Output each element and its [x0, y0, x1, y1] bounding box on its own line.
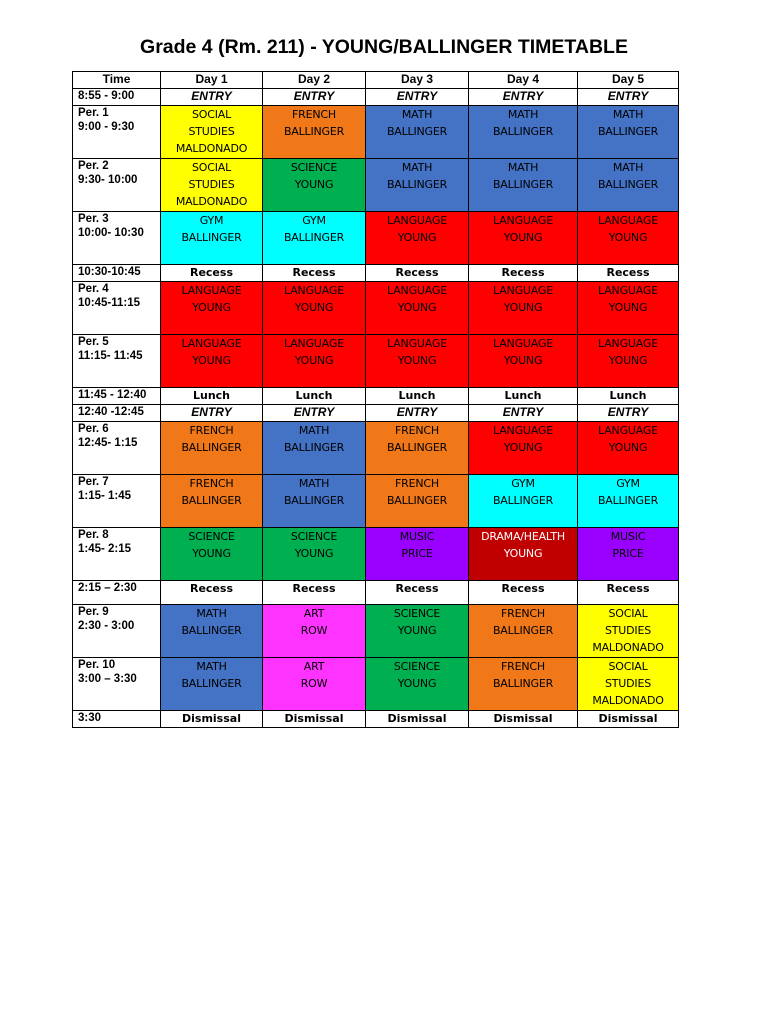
subject-name: MATH: [298, 477, 330, 490]
subject-name: Lunch: [504, 389, 542, 402]
time-label: 3:30: [78, 712, 102, 724]
subject-cell: [161, 282, 263, 335]
time-cell: [73, 581, 161, 605]
break-cell: [161, 388, 263, 405]
header-day-4: Day 4: [469, 72, 578, 89]
subject-name: LANGUAGE: [181, 284, 242, 297]
teacher-name: YOUNG: [397, 231, 437, 244]
time-cell: [73, 528, 161, 581]
subject-cell: [161, 605, 263, 658]
subject-name: LANGUAGE: [493, 337, 553, 350]
timetable: [72, 71, 679, 728]
break-cell: [263, 711, 366, 728]
time-label: 10:30-10:45: [78, 266, 141, 278]
time-label: Per. 6: [78, 423, 109, 435]
time-cell: [73, 388, 161, 405]
entry-cell: [161, 89, 263, 106]
subject-cell: [578, 212, 679, 265]
subject-cell: [469, 658, 578, 711]
teacher-name: BALLINGER: [283, 494, 345, 507]
subject-name: SOCIAL: [608, 660, 648, 673]
subject-cell: [366, 475, 469, 528]
entry-cell: [161, 405, 263, 422]
subject-name: ART: [303, 607, 325, 620]
subject-name: SCIENCE: [393, 660, 441, 673]
subject-cell: [469, 605, 578, 658]
subject-name: MATH: [612, 161, 644, 174]
teacher-name: BALLINGER: [283, 231, 345, 244]
header-day-5: Day 5: [578, 72, 679, 89]
time-label: 12:45- 1:15: [78, 437, 138, 449]
subject-name: SOCIAL: [608, 607, 648, 620]
teacher-name: BALLINGER: [386, 494, 448, 507]
teacher-name: BALLINGER: [492, 178, 554, 191]
subject-name: ENTRY: [293, 405, 335, 419]
subject-cell: [263, 528, 366, 581]
table-row: [73, 212, 679, 265]
time-label: Per. 1: [78, 107, 109, 119]
time-label: Per. 9: [78, 606, 109, 618]
teacher-name: PRICE: [401, 547, 433, 560]
time-cell: [73, 265, 161, 282]
break-cell: [469, 581, 578, 605]
teacher-name: BALLINGER: [492, 494, 554, 507]
subject-name: Recess: [501, 266, 545, 279]
header-day-2: Day 2: [263, 72, 366, 89]
entry-cell: [366, 405, 469, 422]
time-cell: [73, 422, 161, 475]
time-label: 9:00 - 9:30: [78, 121, 135, 133]
time-label: 3:00 – 3:30: [78, 673, 137, 685]
subject-cell: [263, 106, 366, 159]
teacher-name: ROW: [300, 677, 328, 690]
subject-name: SCIENCE: [290, 161, 338, 174]
teacher-name: YOUNG: [397, 301, 437, 314]
time-cell: [73, 711, 161, 728]
subject-cell: [161, 159, 263, 212]
teacher-name: YOUNG: [608, 441, 648, 454]
table-row: [73, 89, 679, 106]
subject-cell: [161, 475, 263, 528]
time-label: 2:30 - 3:00: [78, 620, 135, 632]
subject-name: Dismissal: [182, 712, 241, 725]
entry-cell: [469, 89, 578, 106]
teacher-name: BALLINGER: [181, 677, 242, 690]
teacher-name: YOUNG: [503, 231, 543, 244]
subject-cell: [161, 212, 263, 265]
time-label: Per. 8: [78, 529, 109, 541]
subject-name: LANGUAGE: [181, 337, 242, 350]
time-cell: [73, 475, 161, 528]
break-cell: [366, 388, 469, 405]
subject-name: MATH: [401, 161, 433, 174]
time-label: Per. 5: [78, 336, 109, 348]
subject-name: LANGUAGE: [387, 214, 447, 227]
subject-cell: [366, 212, 469, 265]
subject-name: FRENCH: [189, 477, 234, 490]
subject-name: DRAMA/HEALTH: [481, 530, 565, 543]
subject-name: SOCIAL: [191, 108, 232, 121]
header-day-3: Day 3: [366, 72, 469, 89]
subject-cell: [263, 475, 366, 528]
time-label: 11:45 - 12:40: [78, 389, 147, 401]
subject-name: Lunch: [398, 389, 436, 402]
break-cell: [578, 711, 679, 728]
subject-name: Recess: [189, 266, 233, 279]
break-cell: [578, 265, 679, 282]
time-label: Per. 10: [78, 659, 116, 671]
subject-name: LANGUAGE: [284, 337, 344, 350]
subject-cell: [469, 475, 578, 528]
subject-name: MATH: [298, 424, 330, 437]
subject-name: SCIENCE: [188, 530, 235, 543]
subject-name: FRENCH: [501, 607, 545, 620]
subject-cell: [161, 106, 263, 159]
teacher-name: YOUNG: [397, 354, 437, 367]
subject-name: MATH: [196, 660, 227, 673]
teacher-name: YOUNG: [397, 624, 437, 637]
table-row: [73, 282, 679, 335]
subject-name: MATH: [196, 607, 227, 620]
time-label: 8:55 - 9:00: [78, 90, 135, 102]
subject-name: Lunch: [295, 389, 333, 402]
subject-name: LANGUAGE: [493, 214, 553, 227]
header-time: Time: [73, 72, 161, 89]
subject-cell: [469, 335, 578, 388]
teacher-name: YOUNG: [192, 354, 231, 367]
teacher-name: STUDIES: [188, 125, 235, 138]
table-row: [73, 658, 679, 711]
subject-cell: [578, 159, 679, 212]
timetable-body: [73, 89, 679, 728]
subject-cell: [161, 335, 263, 388]
teacher-name: STUDIES: [188, 178, 235, 191]
subject-cell: [469, 282, 578, 335]
teacher-name: YOUNG: [294, 301, 334, 314]
break-cell: [366, 581, 469, 605]
entry-cell: [263, 89, 366, 106]
subject-cell: [263, 282, 366, 335]
subject-cell: [161, 528, 263, 581]
teacher-name: YOUNG: [503, 441, 543, 454]
time-label: 10:45-11:15: [78, 297, 141, 309]
table-row: [73, 265, 679, 282]
subject-name: ENTRY: [607, 405, 649, 419]
table-row: [73, 422, 679, 475]
teacher-name: YOUNG: [397, 677, 437, 690]
subject-cell: [578, 282, 679, 335]
teacher-name: YOUNG: [294, 547, 334, 560]
subject-name: ART: [303, 660, 325, 673]
break-cell: [161, 581, 263, 605]
time-label: Per. 3: [78, 213, 109, 225]
teacher-name: BALLINGER: [181, 624, 242, 637]
entry-cell: [578, 405, 679, 422]
time-label: 10:00- 10:30: [78, 227, 144, 239]
teacher-name: YOUNG: [294, 354, 334, 367]
subject-cell: [469, 159, 578, 212]
time-label: 2:15 – 2:30: [78, 582, 137, 594]
teacher-name: YOUNG: [192, 547, 231, 560]
subject-name: Dismissal: [284, 712, 344, 725]
subject-name: ENTRY: [607, 89, 649, 103]
time-cell: [73, 335, 161, 388]
table-row: [73, 581, 679, 605]
subject-name: GYM: [511, 477, 535, 490]
subject-name: Recess: [606, 582, 650, 595]
entry-cell: [263, 405, 366, 422]
break-cell: [578, 388, 679, 405]
subject-name: Dismissal: [387, 712, 447, 725]
subject-cell: [263, 335, 366, 388]
teacher-name: BALLINGER: [386, 178, 448, 191]
subject-name: GYM: [616, 477, 640, 490]
subject-name: FRENCH: [292, 108, 336, 121]
table-row: [73, 605, 679, 658]
header-row: [73, 72, 679, 89]
subject-name: LANGUAGE: [598, 214, 658, 227]
time-cell: [73, 658, 161, 711]
teacher-name: BALLINGER: [181, 494, 242, 507]
teacher-name: YOUNG: [608, 301, 648, 314]
subject-name: Recess: [292, 266, 336, 279]
subject-cell: [263, 658, 366, 711]
subject-name: MUSIC: [610, 530, 646, 543]
subject-cell: [578, 335, 679, 388]
break-cell: [263, 581, 366, 605]
subject-cell: [366, 605, 469, 658]
break-cell: [161, 711, 263, 728]
table-row: [73, 405, 679, 422]
page-title: Grade 4 (Rm. 211) - YOUNG/BALLINGER TIMETABLE: [140, 36, 628, 58]
time-cell: [73, 159, 161, 212]
entry-cell: [366, 89, 469, 106]
subject-name: Recess: [395, 582, 439, 595]
subject-name: MATH: [612, 108, 644, 121]
break-cell: [161, 265, 263, 282]
subject-name: ENTRY: [191, 405, 232, 419]
subject-name: GYM: [199, 214, 224, 227]
subject-name: Recess: [292, 582, 336, 595]
subject-name: FRENCH: [501, 660, 545, 673]
subject-name: FRENCH: [395, 477, 439, 490]
time-label: Per. 4: [78, 283, 109, 295]
subject-name: SCIENCE: [393, 607, 441, 620]
subject-name: ENTRY: [191, 89, 232, 103]
teacher-name: STUDIES: [605, 624, 651, 637]
subject-name: ENTRY: [396, 405, 438, 419]
time-cell: [73, 282, 161, 335]
subject-name: LANGUAGE: [598, 424, 658, 437]
time-cell: [73, 212, 161, 265]
time-label: Per. 7: [78, 476, 109, 488]
subject-name: MUSIC: [399, 530, 435, 543]
subject-name: FRENCH: [395, 424, 439, 437]
table-row: [73, 335, 679, 388]
subject-name: MATH: [507, 108, 539, 121]
break-cell: [263, 388, 366, 405]
subject-name: Lunch: [609, 389, 647, 402]
teacher-name: YOUNG: [294, 178, 334, 191]
break-cell: [263, 265, 366, 282]
subject-name: LANGUAGE: [598, 337, 658, 350]
table-row: [73, 711, 679, 728]
subject-cell: [469, 528, 578, 581]
teacher-name: YOUNG: [503, 354, 543, 367]
teacher-name: BALLINGER: [492, 624, 554, 637]
subject-cell: [263, 159, 366, 212]
teacher-name: MALDONADO: [175, 195, 248, 208]
table-row: [73, 475, 679, 528]
teacher-name: MALDONADO: [592, 694, 664, 707]
time-label: 9:30- 10:00: [78, 174, 138, 186]
subject-name: ENTRY: [502, 405, 544, 419]
entry-cell: [469, 405, 578, 422]
subject-cell: [366, 159, 469, 212]
subject-cell: [263, 605, 366, 658]
subject-cell: [578, 106, 679, 159]
subject-cell: [469, 212, 578, 265]
subject-cell: [366, 282, 469, 335]
subject-name: MATH: [507, 161, 539, 174]
subject-name: ENTRY: [502, 89, 544, 103]
subject-cell: [161, 422, 263, 475]
subject-name: SCIENCE: [290, 530, 338, 543]
teacher-name: PRICE: [612, 547, 644, 560]
entry-cell: [578, 89, 679, 106]
teacher-name: MALDONADO: [175, 142, 248, 155]
subject-cell: [161, 658, 263, 711]
subject-cell: [263, 212, 366, 265]
teacher-name: BALLINGER: [597, 125, 659, 138]
subject-name: LANGUAGE: [598, 284, 658, 297]
subject-cell: [578, 422, 679, 475]
time-label: 11:15- 11:45: [78, 350, 143, 362]
subject-name: LANGUAGE: [387, 284, 447, 297]
subject-name: LANGUAGE: [493, 284, 553, 297]
teacher-name: YOUNG: [192, 301, 231, 314]
subject-cell: [366, 335, 469, 388]
teacher-name: ROW: [300, 624, 328, 637]
subject-name: LANGUAGE: [387, 337, 447, 350]
teacher-name: YOUNG: [608, 231, 648, 244]
subject-cell: [578, 658, 679, 711]
time-cell: [73, 605, 161, 658]
subject-name: FRENCH: [189, 424, 234, 437]
time-cell: [73, 405, 161, 422]
table-row: [73, 528, 679, 581]
teacher-name: BALLINGER: [283, 125, 345, 138]
subject-name: MATH: [401, 108, 433, 121]
table-row: [73, 388, 679, 405]
teacher-name: BALLINGER: [181, 441, 242, 454]
teacher-name: BALLINGER: [386, 441, 448, 454]
break-cell: [578, 581, 679, 605]
subject-name: Dismissal: [493, 712, 553, 725]
subject-cell: [366, 528, 469, 581]
subject-name: SOCIAL: [191, 161, 232, 174]
subject-name: Lunch: [192, 389, 231, 402]
break-cell: [469, 388, 578, 405]
subject-cell: [263, 422, 366, 475]
subject-name: Recess: [501, 582, 545, 595]
header-day-1: Day 1: [161, 72, 263, 89]
teacher-name: MALDONADO: [592, 641, 664, 654]
subject-cell: [578, 528, 679, 581]
teacher-name: BALLINGER: [283, 441, 345, 454]
subject-cell: [366, 658, 469, 711]
teacher-name: BALLINGER: [597, 178, 659, 191]
time-label: 1:45- 2:15: [78, 543, 132, 555]
time-cell: [73, 89, 161, 106]
teacher-name: BALLINGER: [181, 231, 242, 244]
teacher-name: BALLINGER: [492, 677, 554, 690]
subject-cell: [366, 422, 469, 475]
teacher-name: YOUNG: [608, 354, 648, 367]
subject-name: Recess: [606, 266, 650, 279]
time-label: Per. 2: [78, 160, 109, 172]
table-row: [73, 106, 679, 159]
break-cell: [469, 265, 578, 282]
subject-cell: [578, 605, 679, 658]
teacher-name: BALLINGER: [597, 494, 659, 507]
time-cell: [73, 106, 161, 159]
subject-cell: [469, 422, 578, 475]
subject-name: LANGUAGE: [493, 424, 553, 437]
subject-name: LANGUAGE: [284, 284, 344, 297]
subject-name: Recess: [395, 266, 439, 279]
subject-name: Dismissal: [598, 712, 658, 725]
teacher-name: BALLINGER: [492, 125, 554, 138]
subject-name: Recess: [189, 582, 233, 595]
subject-cell: [366, 106, 469, 159]
subject-name: GYM: [302, 214, 326, 227]
subject-name: ENTRY: [396, 89, 438, 103]
teacher-name: YOUNG: [503, 547, 543, 560]
time-label: 1:15- 1:45: [78, 490, 132, 502]
teacher-name: YOUNG: [503, 301, 543, 314]
subject-name: ENTRY: [293, 89, 335, 103]
break-cell: [366, 711, 469, 728]
table-row: [73, 159, 679, 212]
time-label: 12:40 -12:45: [78, 406, 144, 418]
subject-cell: [469, 106, 578, 159]
subject-cell: [578, 475, 679, 528]
teacher-name: STUDIES: [605, 677, 651, 690]
teacher-name: BALLINGER: [386, 125, 448, 138]
break-cell: [366, 265, 469, 282]
break-cell: [469, 711, 578, 728]
